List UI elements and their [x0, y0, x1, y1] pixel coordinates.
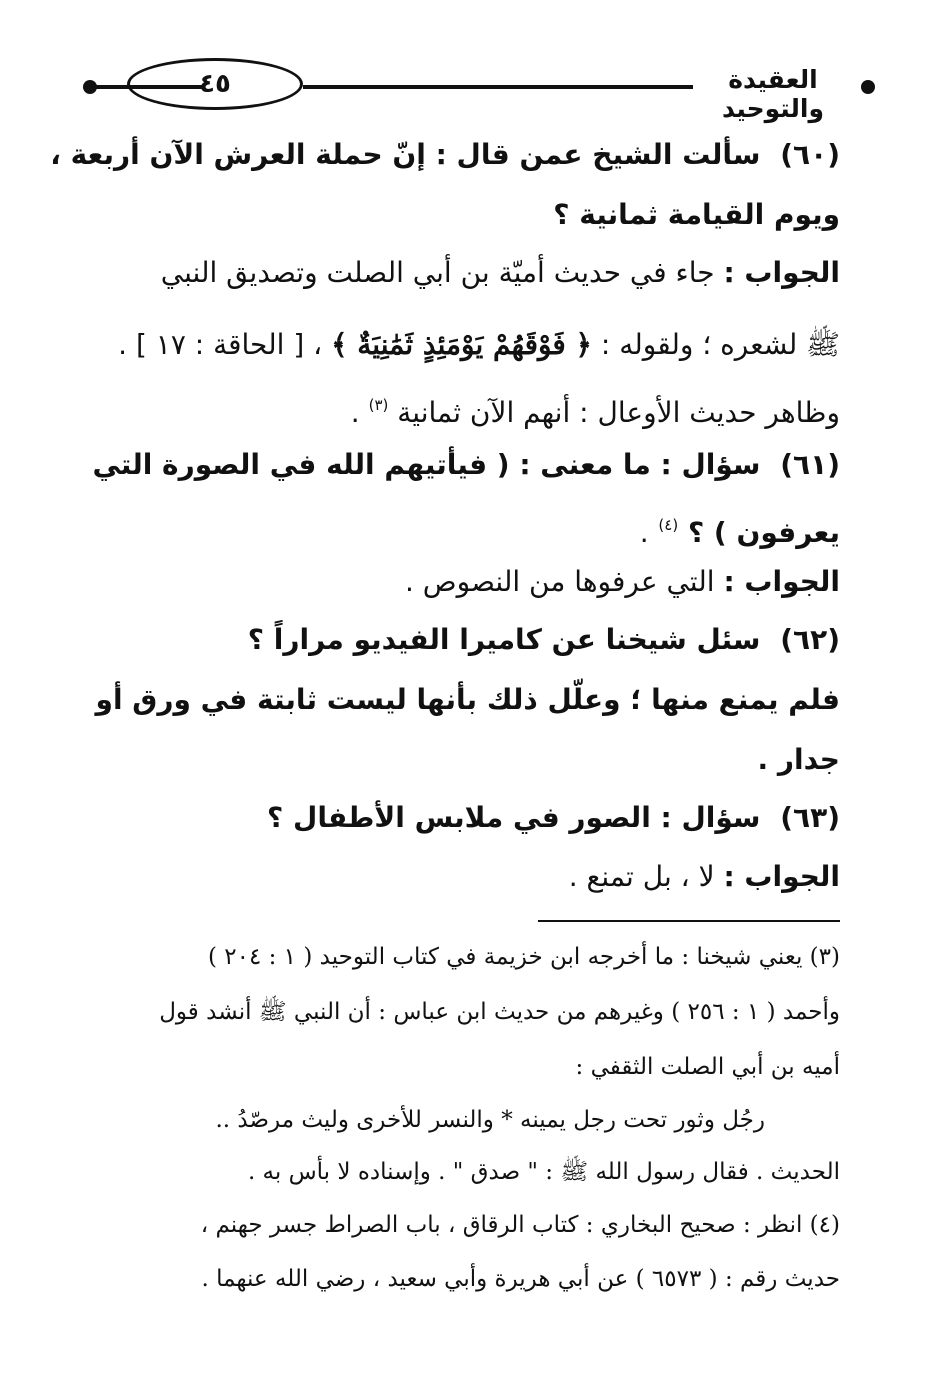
- q63-answer-text: لا ، بل تمنع .: [568, 860, 715, 893]
- page-header: [75, 55, 860, 123]
- header-rule-right: [303, 85, 693, 89]
- q61-question-end: .: [639, 516, 649, 549]
- q60-answer-line1: [161, 253, 840, 293]
- q60-answer-line2: [118, 325, 840, 365]
- running-title: العقيدة والتوحيد: [693, 65, 853, 123]
- q63-number: (٦٣): [780, 801, 840, 834]
- q62-answer-line2: جدار .: [757, 743, 840, 776]
- quran-verse: ﴿ فَوْقَهُمْ يَوْمَئِذٍ ثَمَٰنِيَةٌ ﴾: [331, 328, 592, 361]
- q60-number: (٦٠): [780, 138, 840, 171]
- q60-answer-line3: [351, 385, 840, 433]
- q60-answer-end: .: [350, 396, 360, 429]
- footnote-4-line2: حديث رقم : ( ٦٥٧٣ ) عن أبي هريرة وأبي سعيد ، رضي الله عنهما .: [201, 1266, 840, 1292]
- q60-question-line2: ويوم القيامة ثمانية ؟: [553, 198, 840, 231]
- q61-number: (٦١): [780, 448, 840, 481]
- q61-question-text2: يعرفون ) ؟: [687, 516, 840, 549]
- q61-question-line1: [92, 445, 840, 485]
- q63-answer: [569, 857, 840, 897]
- q62-answer-line1: فلم يمنع منها ؛ وعلّل ذلك بأنها ليست ثابتة في ورق أو: [95, 683, 840, 716]
- q60-answer-text2a: ﷺ لشعره ؛ ولقوله :: [600, 328, 840, 361]
- q63-question: [267, 798, 840, 838]
- header-ornament-right: [861, 80, 875, 94]
- q62-question-text: سئل شيخنا عن كاميرا الفيديو مراراً ؟: [247, 623, 761, 656]
- q60-question-text1: سألت الشيخ عمن قال : إنّ حملة العرش الآن أربعة ،: [50, 138, 761, 171]
- footnote-4-line1: (٤) انظر : صحيح البخاري : كتاب الرقاق ، باب الصراط جسر جهنم ،: [200, 1212, 840, 1238]
- q61-answer: [405, 562, 840, 602]
- q60-answer-label: الجواب :: [723, 256, 840, 289]
- q60-question-line1: [50, 135, 840, 175]
- q60-answer-text2b: ، [ الحاقة : ١٧ ] .: [118, 328, 323, 361]
- q61-answer-text: التي عرفوها من النصوص .: [404, 565, 715, 598]
- q61-question-line2: [640, 505, 840, 553]
- footnote-ref-4[interactable]: (٤): [658, 516, 679, 534]
- q61-answer-label: الجواب :: [723, 565, 840, 598]
- q62-question: [248, 620, 840, 660]
- q60-answer-text1: جاء في حديث أميّة بن أبي الصلت وتصديق النبي: [160, 256, 715, 289]
- q63-question-text: سؤال : الصور في ملابس الأطفال ؟: [267, 801, 761, 834]
- q62-number: (٦٢): [780, 623, 840, 656]
- q60-answer-text3: وظاهر حديث الأوعال : أنهم الآن ثمانية: [397, 396, 840, 429]
- footnote-separator: [538, 920, 840, 922]
- footnote-ref-3[interactable]: (٣): [368, 396, 389, 414]
- footnote-3-verse: رجُل وثور تحت رجل يمينه * والنسر للأخرى وليث مرصّدُ ..: [215, 1107, 765, 1133]
- footnote-3-line3: أميه بن أبي الصلت الثقفي :: [575, 1054, 840, 1080]
- footnote-3-line5: الحديث . فقال رسول الله ﷺ : " صدق " . وإسناده لا بأس به .: [247, 1159, 840, 1185]
- q61-question-text1: سؤال : ما معنى : ( فيأتيهم الله في الصورة التي: [92, 448, 761, 481]
- q63-answer-label: الجواب :: [723, 860, 840, 893]
- page-number: ٤٥: [127, 58, 303, 110]
- footnote-3-line1: (٣) يعني شيخنا : ما أخرجه ابن خزيمة في كتاب التوحيد ( ١ : ٢٠٤ ): [207, 944, 840, 970]
- footnote-3-line2: وأحمد ( ١ : ٢٥٦ ) وغيرهم من حديث ابن عباس : أن النبي ﷺ أنشد قول: [159, 999, 840, 1025]
